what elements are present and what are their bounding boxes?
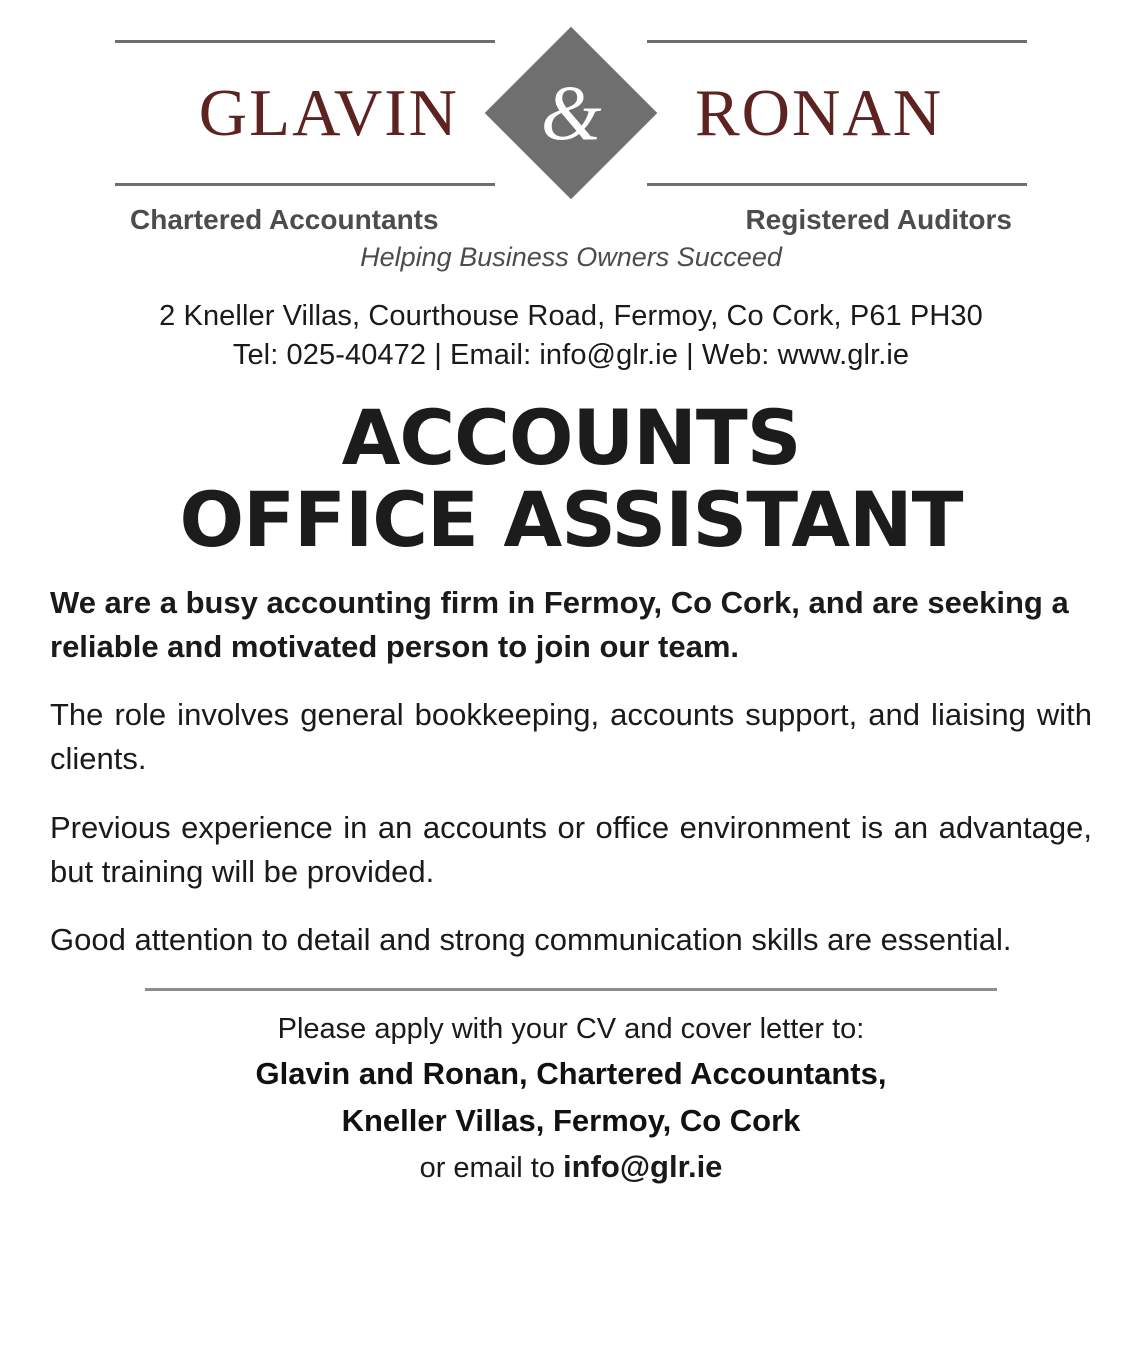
logo-sub-left: Chartered Accountants (130, 204, 439, 235)
logo-word-left: GLAVIN (198, 75, 459, 150)
paragraph-skills: Good attention to detail and strong communication skills are essential. (50, 921, 1012, 957)
logo-rules-left (115, 40, 495, 186)
apply-block (0, 1011, 1142, 1188)
logo-tagline: Helping Business Owners Succeed (360, 242, 782, 272)
diamond-shape (485, 27, 658, 200)
headline-line-1: ACCOUNTS (341, 393, 801, 483)
rule-top-right (647, 40, 1027, 43)
headline-line-2: OFFICE ASSISTANT (179, 475, 963, 565)
rule-bottom-left (115, 183, 495, 186)
logo-wordmark-row (0, 28, 1142, 198)
apply-email-line (0, 1147, 1142, 1188)
company-logo (0, 0, 1142, 273)
rule-top-left (115, 40, 495, 43)
paragraph-role: The role involves general bookkeeping, accounts support, and liaising with clients. (50, 697, 1092, 777)
job-description (0, 581, 1142, 961)
page-title (0, 393, 1142, 565)
contact-details: Tel: 025-40472 | Email: info@glr.ie | Web: www.glr.ie (232, 339, 910, 372)
section-divider (145, 988, 997, 991)
rule-bottom-right (647, 183, 1027, 186)
logo-subtitles (0, 198, 1142, 236)
logo-rules-right (647, 40, 1027, 186)
logo-sub-right: Registered Auditors (745, 204, 1012, 235)
logo-word-right: RONAN (694, 75, 944, 150)
paragraph-lead: We are a busy accounting firm in Fermoy, Co Cork, and are seeking a reliable and motivated person to join our team. (50, 585, 1069, 665)
apply-instruction: Please apply with your CV and cover letter to: (277, 1012, 865, 1045)
contact-block (0, 297, 1142, 375)
apply-address-line-2: Kneller Villas, Fermoy, Co Cork (341, 1102, 801, 1138)
apply-email-address: info@glr.ie (563, 1148, 723, 1184)
apply-address-line-1: Glavin and Ronan, Chartered Accountants, (255, 1056, 887, 1092)
apply-email-prefix: or email to (419, 1151, 564, 1184)
contact-address: 2 Kneller Villas, Courthouse Road, Fermoy, Co Cork, P61 PH30 (159, 300, 983, 332)
ampersand-icon: & (540, 68, 602, 156)
paragraph-experience: Previous experience in an accounts or office environment is an advantage, but training will be provided. (50, 809, 1092, 889)
